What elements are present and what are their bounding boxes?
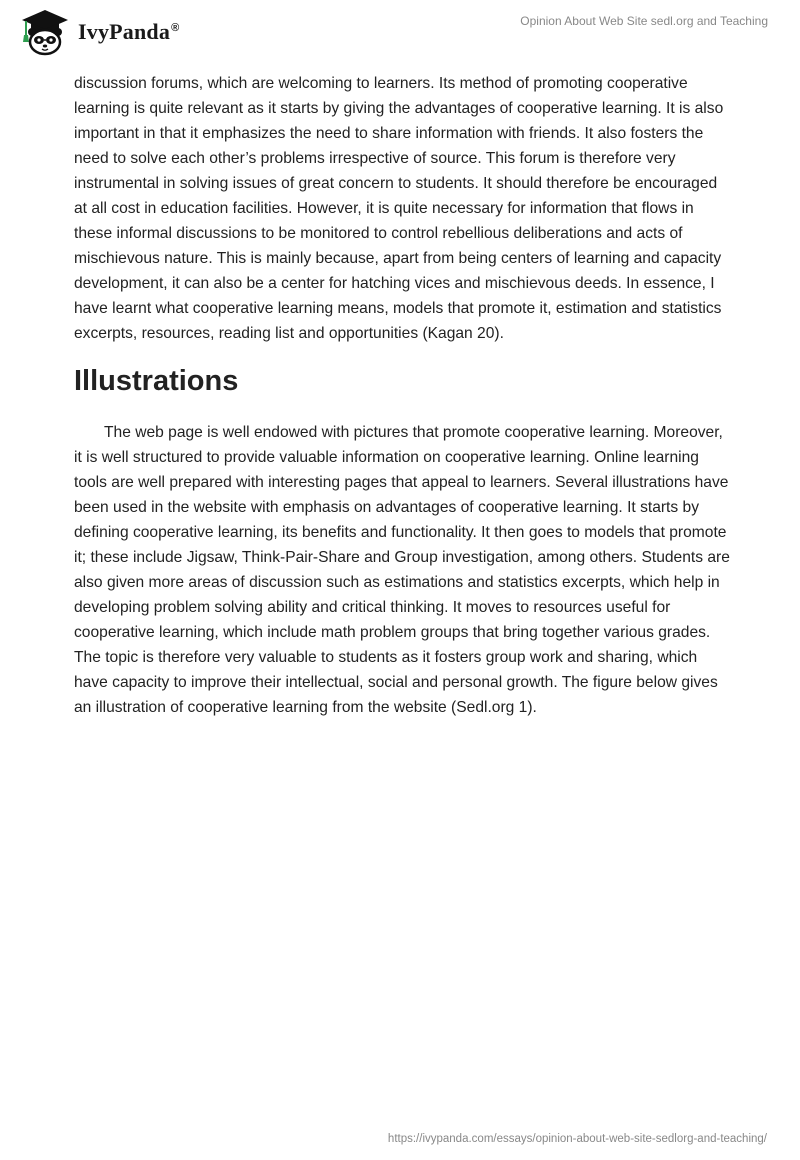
essay-body [74, 71, 734, 720]
body-paragraph: The web page is well endowed with pictures that promote cooperative learning. Moreover, it is well structured to provide valuable information on cooperative learning. Online learning tools are well prepared with interesting pages that appeal to learners. Several illustrations have been used in the website with emphasis on advantages of cooperative learning. It starts by defining cooperative learning, its benefits and functionality. It then goes to models that promote it; these include Jigsaw, Think-Pair-Share and Group investigation, among others. Students are also given more areas of discussion such as estimations and statistics excerpts, which help in developing problem solving ability and critical thinking. It moves to resources useful for cooperative learning, which include math problem groups that bring together various grades. The topic is therefore very valuable to students as it fosters group work and sharing, which have capacity to improve their intellectual, social and personal growth. The figure below gives an illustration of cooperative learning from the website (Sedl.org 1). [74, 424, 730, 716]
brand-name: IvyPanda® [78, 19, 180, 44]
source-url[interactable]: https://ivypanda.com/essays/opinion-about-web-site-sedlorg-and-teaching/ [387, 1133, 767, 1145]
registered-mark: ® [171, 21, 180, 34]
body-paragraph: discussion forums, which are welcoming to learners. Its method of promoting cooperative learning is quite relevant as it starts by giving the advantages of cooperative learning. It is also important in that it emphasizes the need to share information with friends. It also fosters the need to solve each other’s problems irrespective of source. This forum is therefore very instrumental in solving issues of great concern to students. It should therefore be encouraged at all cost in education facilities. However, it is quite necessary for information that flows in these informal discussions to be monitored to control rebellious deliberations and acts of mischievous nature. This is mainly because, apart from being centers of learning and capacity development, it can also be a center for hatching vices and mischievous deeds. In essence, I have learnt what cooperative learning means, models that promote it, estimation and statistics excerpts, resources, reading list and opportunities (Kagan 20). [74, 75, 724, 342]
document-title: Opinion About Web Site sedl.org and Teaching [520, 14, 768, 28]
ivypanda-logo[interactable] [14, 8, 179, 56]
section-heading: Illustrations [74, 365, 239, 397]
page-header [0, 0, 800, 70]
panda-graduation-cap-icon [14, 8, 76, 56]
